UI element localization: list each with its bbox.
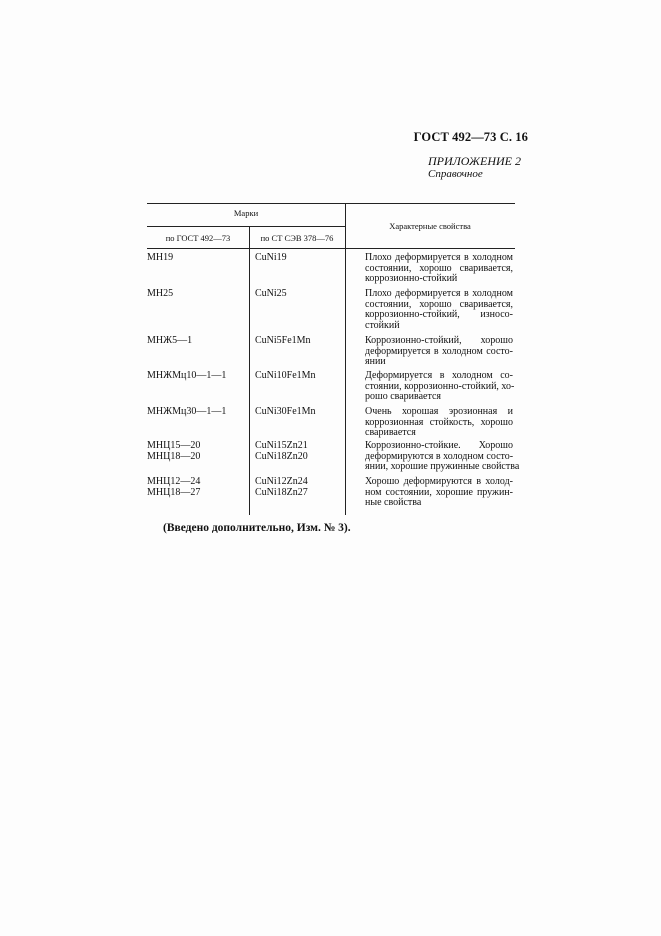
appendix-block [428, 155, 521, 181]
cell-line: Коррозионно-стойкие. Хорошо [365, 440, 513, 451]
cell-stsev [255, 407, 345, 418]
col-properties-header: Характерные свойства [389, 221, 471, 231]
cell-gost [147, 289, 247, 300]
cell-line: стойкий [365, 320, 400, 332]
cell-stsev [255, 441, 345, 462]
cell-stsev [255, 253, 345, 264]
cell-line: Плохо деформируется в холодном [365, 252, 513, 263]
table-header-bottom-rule [147, 248, 515, 249]
cell-line: CuNi18Zn27 [255, 486, 308, 498]
cell-line: Деформируется в холодном со- [365, 370, 513, 381]
cell-stsev [255, 289, 345, 300]
cell-line: CuNi30Fe1Mn [255, 406, 316, 417]
cell-line: МНЦ15—20 [147, 440, 201, 451]
cell-gost [147, 253, 247, 264]
cell-line: МН19 [147, 252, 174, 263]
cell-properties [365, 477, 513, 509]
cell-line: ном состоянии, хорошие пружин- [365, 486, 513, 498]
cell-line: CuNi15Zn21 [255, 440, 308, 451]
cell-properties [365, 371, 513, 403]
cell-line: CuNi18Zn20 [255, 450, 308, 462]
cell-properties [365, 407, 513, 439]
cell-line: CuNi19 [255, 252, 287, 263]
cell-line: Плохо деформируется в холодном [365, 288, 513, 299]
cell-line: МНЦ18—20 [147, 450, 201, 462]
cell-line: Коррозионно-стойкий, хорошо [365, 335, 513, 346]
column-divider-left [249, 226, 250, 515]
cell-line: CuNi12Zn24 [255, 476, 308, 487]
page-header: ГОСТ 492—73 С. 16 [413, 130, 528, 144]
cell-line: янии, хорошие пружинные свойства [365, 461, 520, 473]
cell-line: МНЖМц30—1—1 [147, 406, 227, 417]
cell-stsev [255, 477, 345, 498]
cell-gost [147, 477, 247, 498]
col-gost-header: по ГОСТ 492—73 [165, 233, 231, 243]
cell-gost [147, 441, 247, 462]
cell-gost [147, 336, 247, 347]
cell-line: состоянии, хорошо сваривается, [365, 262, 513, 274]
cell-line: CuNi5Fe1Mn [255, 335, 311, 346]
cell-line: CuNi10Fe1Mn [255, 370, 316, 381]
cell-gost [147, 371, 247, 382]
cell-line: коррозионная стойкость, хорошо [365, 416, 513, 428]
cell-line: МНЦ18—27 [147, 486, 201, 498]
appendix-title: ПРИЛОЖЕНИЕ 2 [428, 154, 521, 168]
cell-line: янии [365, 356, 386, 368]
cell-line: деформируются в холодном состо- [365, 450, 514, 462]
cell-properties [365, 440, 520, 473]
cell-line: состоянии, хорошо сваривается, [365, 298, 513, 310]
amendment-note: (Введено дополнительно, Изм. № 3). [163, 522, 351, 534]
cell-line: ные свойства [365, 497, 422, 509]
cell-stsev [255, 336, 345, 347]
cell-gost [147, 407, 247, 418]
col-stsev-header: по СТ СЭВ 378—76 [260, 233, 334, 243]
table-top-rule [147, 203, 515, 204]
cell-properties [365, 289, 513, 332]
cell-line: МНЦ12—24 [147, 476, 201, 487]
cell-line: МНЖ5—1 [147, 335, 193, 346]
cell-line: рошо сваривается [365, 391, 442, 403]
cell-line: стоянии, коррозионно-стойкий, хо- [365, 380, 515, 392]
cell-line: МН25 [147, 288, 174, 299]
cell-line: Очень хорошая эрозионная и [365, 406, 513, 417]
cell-line: CuNi25 [255, 288, 287, 299]
marks-group-header: Марки [233, 208, 259, 218]
cell-line: сваривается [365, 427, 416, 439]
marks-divider-rule [147, 226, 345, 227]
cell-stsev [255, 371, 345, 382]
column-divider-right [345, 203, 346, 515]
cell-properties [365, 336, 513, 368]
cell-line: деформируется в холодном состо- [365, 345, 513, 357]
cell-line: Хорошо деформируются в холод- [365, 476, 513, 487]
appendix-subtitle: Справочное [428, 168, 483, 180]
cell-line: коррозионно-стойкий [365, 273, 458, 285]
cell-line: коррозионно-стойкий, износо- [365, 309, 513, 321]
cell-properties [365, 253, 513, 285]
cell-line: МНЖМц10—1—1 [147, 370, 227, 381]
